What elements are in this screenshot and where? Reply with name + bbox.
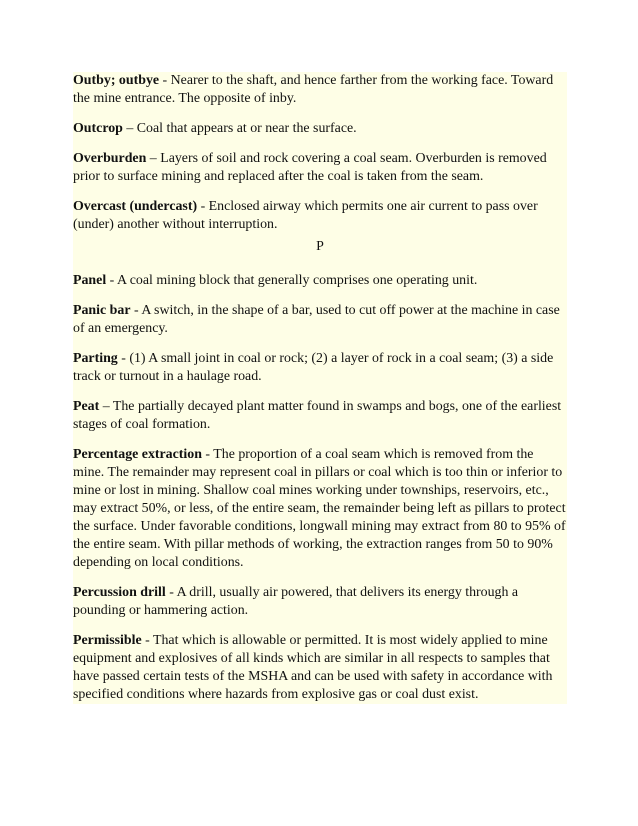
glossary-term: Outcrop	[73, 121, 123, 136]
glossary-definition: Nearer to the shaft, and hence farther from the working face. Toward the mine entrance. The opposite of inby.	[73, 73, 554, 106]
glossary-definition: The proportion of a coal seam which is removed from the mine. The remainder may represent coal in pillars or coal which is too thin or inferior to mine or lost in mining. Shallow coal mines working under townships, reservoirs, etc., may extract 50%, or less, of the entire seam, the remainder being left as pillars to protect the surface. Under favorable conditions, longwall mining may extract from 80 to 95% of the entire seam. With pillar methods of working, the extraction ranges from 50 to 90% depending on local conditions.	[73, 447, 566, 570]
glossary-term: Overcast (undercast)	[73, 199, 198, 214]
glossary-definition: A drill, usually air powered, that delivers its energy through a pounding or hammering action.	[73, 585, 519, 618]
glossary-term: Panic bar	[73, 303, 131, 318]
glossary-term: Parting	[73, 351, 118, 366]
glossary-definition: Layers of soil and rock covering a coal seam. Overburden is removed prior to surface mining and replaced after the coal is taken from the seam.	[73, 151, 547, 184]
glossary-entries-after	[73, 272, 567, 704]
glossary-entry	[73, 446, 567, 572]
term-separator: -	[141, 633, 153, 648]
term-separator: -	[165, 585, 177, 600]
glossary-entry	[73, 198, 567, 234]
glossary-definition: The partially decayed plant matter found in swamps and bogs, one of the earliest stages of coal formation.	[73, 399, 562, 432]
glossary-definition: Coal that appears at or near the surface.	[136, 121, 357, 136]
glossary-term: Overburden	[73, 151, 147, 166]
glossary-entries-before	[73, 72, 567, 234]
glossary-definition: (1) A small joint in coal or rock; (2) a layer of rock in a coal seam; (3) a side track or turnout in a haulage road.	[73, 351, 554, 384]
glossary-term: Percussion drill	[73, 585, 166, 600]
glossary-entry	[73, 350, 567, 386]
glossary-entry	[73, 120, 567, 138]
glossary-definition: Enclosed airway which permits one air current to pass over (under) another without interruption.	[73, 199, 538, 232]
glossary-definition: That which is allowable or permitted. It is most widely applied to mine equipment and explosives of all kinds which are similar in all respects to samples that have passed certain tests of the MSHA and can be used with safety in accordance with specified conditions where hazards from explosive gas or coal dust exist.	[73, 633, 553, 702]
glossary-definition: A coal mining block that generally comprises one operating unit.	[117, 273, 478, 288]
section-letter-heading: P	[316, 239, 324, 254]
term-separator: –	[99, 399, 113, 414]
glossary-entry	[73, 584, 567, 620]
term-separator: -	[117, 351, 130, 366]
glossary-entry	[73, 398, 567, 434]
glossary-term: Panel	[73, 273, 107, 288]
glossary-term: Peat	[73, 399, 100, 414]
glossary-term: Percentage extraction	[73, 447, 202, 462]
term-separator: -	[159, 73, 171, 88]
glossary-entry	[73, 302, 567, 338]
glossary-entry	[73, 150, 567, 186]
term-separator: -	[197, 199, 209, 214]
term-separator: –	[122, 121, 137, 136]
term-separator: -	[106, 273, 117, 288]
glossary-definition: A switch, in the shape of a bar, used to cut off power at the machine in case of an emergency.	[73, 303, 560, 336]
glossary-entry	[73, 272, 567, 290]
glossary-term: Outby; outbye	[73, 73, 160, 88]
glossary-entry	[73, 632, 567, 704]
term-separator: –	[146, 151, 161, 166]
glossary-term: Permissible	[73, 633, 142, 648]
term-separator: -	[201, 447, 214, 462]
glossary-entry	[73, 72, 567, 108]
term-separator: -	[130, 303, 142, 318]
glossary-content	[73, 72, 567, 704]
